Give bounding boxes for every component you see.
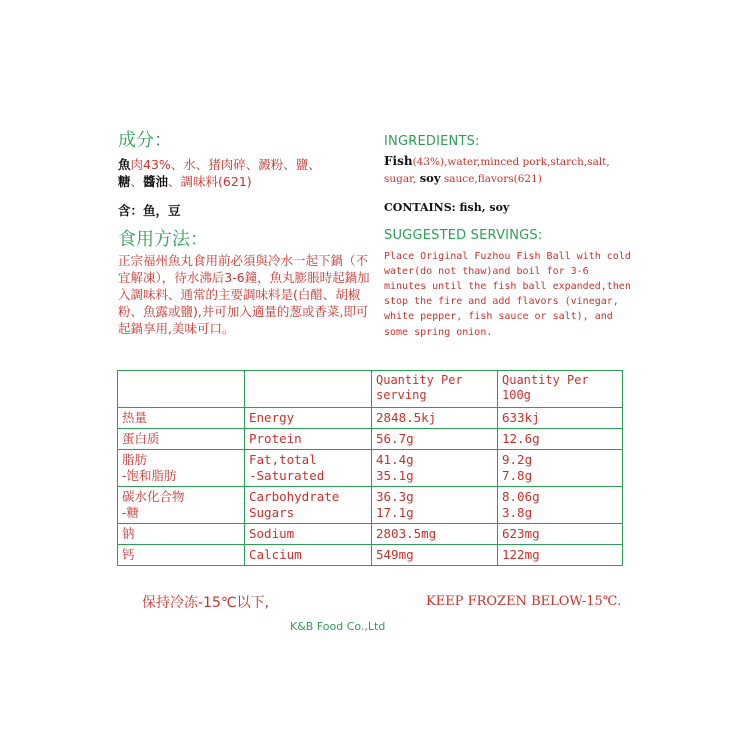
table-row bbox=[118, 408, 623, 429]
value-per-100g: 12.6g bbox=[498, 429, 623, 450]
value-per-serving: 2803.5mg bbox=[372, 524, 498, 545]
zh-ingredients-sep: 、 bbox=[130, 174, 144, 189]
en-ingredient-soy: soy bbox=[419, 170, 441, 185]
keep-frozen-zh: 保持冷冻-15℃以下, bbox=[142, 595, 270, 611]
table-row bbox=[118, 524, 623, 545]
table-row bbox=[118, 429, 623, 450]
zh-servings-title: 食用方法： bbox=[118, 229, 208, 250]
table-header-row bbox=[118, 371, 623, 408]
keep-frozen-en: KEEP FROZEN BELOW-15℃. bbox=[426, 594, 622, 609]
zh-ingredients-line1: 肉43%、水、猪肉碎、澱粉、鹽、 bbox=[130, 157, 321, 172]
chinese-column bbox=[118, 130, 376, 337]
value-per-100g: 9.2g 7.8g bbox=[498, 450, 623, 487]
nutrient-en: Calcium bbox=[245, 545, 372, 566]
table-row bbox=[118, 450, 623, 487]
en-servings-text: Place Original Fuzhou Fish Ball with cold water(do not thaw)and boil for 3-6 minutes until the fish ball expanded,then stop the fire and add flavors (vinegar, white pepper, fish sauce or salt), and some spring onion. bbox=[384, 250, 631, 338]
value-per-100g: 122mg bbox=[498, 545, 623, 566]
value-per-serving: 2848.5kj bbox=[372, 408, 498, 429]
zh-ingredient-sugar: 糖 bbox=[118, 174, 131, 189]
value-per-serving: 549mg bbox=[372, 545, 498, 566]
en-ingredients-line2: sugar, bbox=[384, 172, 417, 185]
nutrient-zh: 碳水化合物 -糖 bbox=[118, 487, 245, 524]
value-per-100g: 623mg bbox=[498, 524, 623, 545]
cut-off-text: K&B Food Co.,Ltd bbox=[290, 620, 386, 633]
nutrient-zh: 蛋白质 bbox=[118, 429, 245, 450]
table-row bbox=[118, 545, 623, 566]
nutrient-zh: 脂肪 -饱和脂肪 bbox=[118, 450, 245, 487]
nutrient-en: Fat,total -Saturated bbox=[245, 450, 372, 487]
zh-ingredients-text bbox=[118, 156, 376, 190]
zh-ingredients-tail: 、調味料(621) bbox=[168, 174, 252, 189]
en-ingredients-line3: sauce,flavors(621) bbox=[443, 172, 542, 185]
en-ingredients-line1: (43%),water,minced pork,starch,salt, bbox=[412, 156, 610, 168]
nutrient-en: Protein bbox=[245, 429, 372, 450]
table-header-empty bbox=[245, 371, 372, 408]
value-per-100g: 633kj bbox=[498, 408, 623, 429]
en-ingredients-text bbox=[384, 154, 634, 187]
zh-servings-text: 正宗福州魚丸食用前必須與冷水一起下鍋（不宜解凍），待水沸后3-6鐘，魚丸膨脹時起鍋加入調味料、通常的主要調味料是(白醋、胡椒粉、魚露或鹽),并可加入適量的葱或香菜,即可起鍋享用,美味可口。 bbox=[118, 253, 370, 336]
en-servings-title: SUGGESTED SERVINGS: bbox=[384, 227, 543, 243]
nutrient-zh: 钠 bbox=[118, 524, 245, 545]
en-ingredient-fish: Fish bbox=[384, 154, 413, 168]
nutrient-zh: 热量 bbox=[118, 408, 245, 429]
en-contains: CONTAINS: fish, soy bbox=[384, 201, 510, 214]
table-header-empty bbox=[118, 371, 245, 408]
english-column bbox=[384, 133, 634, 340]
value-per-100g: 8.06g 3.8g bbox=[498, 487, 623, 524]
value-per-serving: 36.3g 17.1g bbox=[372, 487, 498, 524]
nutrient-zh: 钙 bbox=[118, 545, 245, 566]
nutrition-table bbox=[117, 370, 623, 566]
nutrient-en: Carbohydrate Sugars bbox=[245, 487, 372, 524]
zh-ingredient-soy: 醬油 bbox=[143, 174, 169, 189]
nutrient-en: Energy bbox=[245, 408, 372, 429]
nutrient-en: Sodium bbox=[245, 524, 372, 545]
header-per-serving: Quantity Per serving bbox=[372, 371, 498, 408]
value-per-serving: 41.4g 35.1g bbox=[372, 450, 498, 487]
table-row bbox=[118, 487, 623, 524]
value-per-serving: 56.7g bbox=[372, 429, 498, 450]
en-ingredients-title: INGREDIENTS: bbox=[384, 134, 480, 149]
zh-contains: 含：鱼，豆 bbox=[118, 203, 181, 218]
header-per-100g: Quantity Per 100g bbox=[498, 371, 623, 408]
zh-ingredients-title: 成分： bbox=[118, 130, 172, 151]
zh-ingredient-fish: 魚 bbox=[118, 157, 131, 172]
